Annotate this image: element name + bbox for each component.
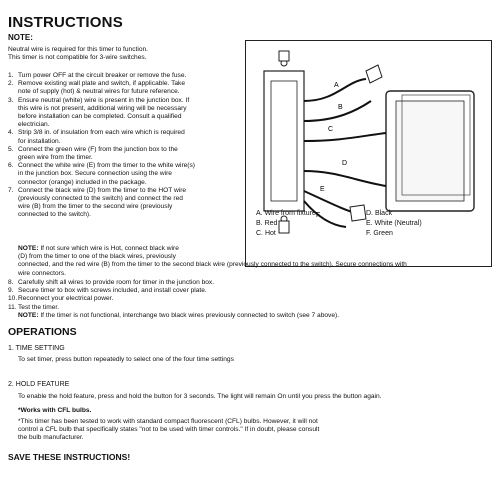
legend-col-2 bbox=[366, 209, 486, 239]
step-7: 7. Connect the black wire (D) from the timer to the HOT wire (previously connected to the switch) and connect the red wire (B) from the timer to the second wire (previously connected to the switch). bbox=[8, 186, 187, 219]
step-11: 11. Test the timer. bbox=[8, 303, 60, 311]
mount-tab-top bbox=[279, 51, 289, 61]
callout-c: C bbox=[328, 126, 334, 133]
operations-heading: OPERATIONS bbox=[8, 326, 77, 338]
legend-item: B. Red bbox=[256, 220, 278, 227]
steps-list-b bbox=[8, 279, 488, 312]
step-9: 9. Secure timer to box with screws included, and install cover plate. bbox=[8, 287, 207, 295]
callout-f: F bbox=[316, 212, 321, 219]
step7-note: NOTE: If not sure which wire is Hot, connect black wire (D) from the timer to one of the black wires, previously connected, and the red wire (B) from the timer to the second black wire (previously connected to the switch). Secure connections with wire connectors. bbox=[18, 245, 407, 277]
cfl-text: *This timer has been tested to work with standard compact fluorescent (CFL) bulbs. However, it will not control a CFL bulb that specifically states "not to be used with timer controls." If in doubt, please consult the bulb manufacturer. bbox=[18, 418, 320, 442]
callout-a: A bbox=[334, 82, 339, 89]
op2-title: 2. HOLD FEATURE bbox=[8, 381, 70, 388]
step-2: 2. Remove existing wall plate and switch, if applicable. Take note of supply (hot) & neutral wires for future reference. bbox=[8, 80, 186, 96]
callout-b: B bbox=[338, 104, 343, 111]
wall-switch-frame bbox=[271, 81, 297, 201]
save-instructions: SAVE THESE INSTRUCTIONS! bbox=[8, 452, 131, 462]
op1-title: 1. TIME SETTING bbox=[8, 345, 65, 352]
wire-d bbox=[304, 171, 386, 186]
op2-text: To enable the hold feature, press and hold the button for 3 seconds. The light will remain On until you press the button again. bbox=[18, 393, 382, 400]
wire-c bbox=[304, 133, 386, 141]
note-line: Neutral wire is required for this timer to function. bbox=[8, 46, 148, 53]
cfl-heading: *Works with CFL bulbs. bbox=[18, 407, 92, 414]
step-10: 10. Reconnect your electrical power. bbox=[8, 295, 114, 303]
legend-item: D. Black bbox=[366, 210, 393, 217]
note-label: NOTE: bbox=[18, 245, 39, 252]
legend-item: C. Hot bbox=[256, 230, 276, 237]
callout-d: D bbox=[342, 160, 348, 167]
callout-e: E bbox=[320, 186, 325, 193]
op1-text: To set timer, press button repeatedly to select one of the four time settings bbox=[18, 356, 234, 363]
legend-item: A. Wire from fixture bbox=[256, 210, 316, 217]
step-8: 8. Carefully shift all wires to provide room for timer in the junction box. bbox=[8, 279, 215, 286]
legend-item: F. Green bbox=[366, 230, 393, 237]
step-1: 1. Turn power OFF at the circuit breaker or remove the fuse. bbox=[8, 72, 187, 79]
step11-note: NOTE: If the timer is not functional, interchange two black wires previously connected to switch (see 7 above). bbox=[18, 312, 340, 319]
steps-list-a bbox=[8, 72, 244, 220]
page-title: INSTRUCTIONS bbox=[8, 14, 123, 31]
legend-col-1 bbox=[256, 209, 356, 239]
legend-item: E. White (Neutral) bbox=[366, 220, 422, 227]
note-text bbox=[8, 46, 238, 62]
note-line: This timer is not compatible for 3-wire switches. bbox=[8, 54, 147, 62]
wiring-diagram bbox=[245, 40, 492, 267]
wire-connector-icon bbox=[366, 65, 382, 83]
note-heading: NOTE: bbox=[8, 33, 33, 42]
step-3: 3. Ensure neutral (white) wire is present in the junction box. If this wire is not present, additional wiring will be necessary before installation can be completed. Consult a qualified electrician. bbox=[8, 96, 190, 129]
step-4: 4. Strip 3/8 in. of insulation from each wire which is required for installation. bbox=[8, 129, 185, 145]
step-6: 6. Connect the white wire (E) from the timer to the white wire(s) in the junction box. Secure connection using the wire connector (orange) included in the package. bbox=[8, 162, 195, 186]
timer-face bbox=[396, 101, 464, 201]
step-5: 5. Connect the green wire (F) from the junction box to the green wire from the timer. bbox=[8, 145, 178, 162]
